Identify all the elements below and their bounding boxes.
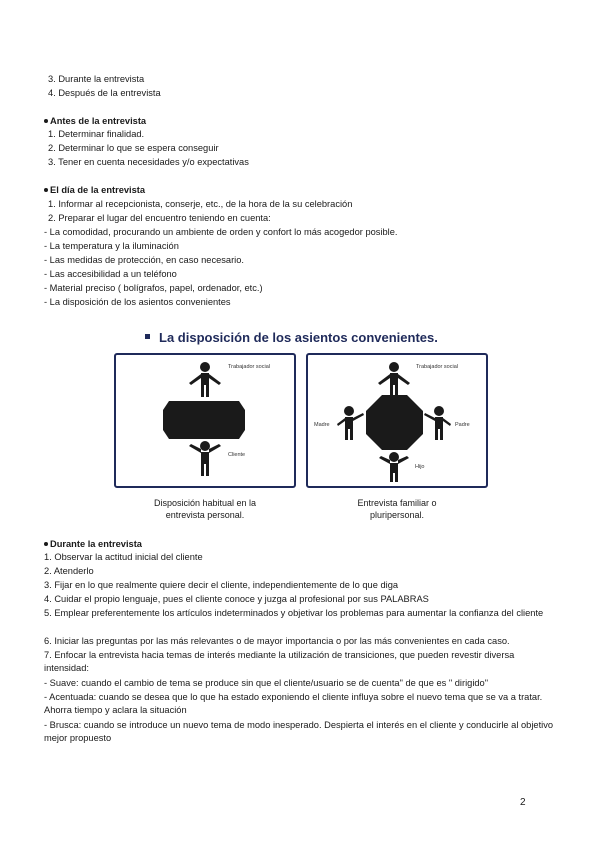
page-number: 2 [520,797,526,808]
label-madre: Madre [314,422,330,428]
list-item: 3. Tener en cuenta necesidades y/o expectativas [48,157,249,167]
section-heading-durante: Durante la entrevista [44,538,142,551]
panel-familiar [307,354,487,520]
title-bullet-icon [145,334,150,339]
section-heading-antes: Antes de la entrevista [44,115,146,128]
list-item: 3. Fijar en lo que realmente quiere decir el cliente, independientemente de lo que diga [44,580,399,590]
label-trabajador: Trabajador social [228,364,270,370]
label-trabajador: Trabajador social [416,364,458,370]
list-item: - Las medidas de protección, en caso necesario. [44,255,244,265]
list-item: 5. Emplear preferentemente los artículos indeterminados y objetivar los problemas para aumentar la confianza del cliente [44,608,544,618]
list-item: - La disposición de los asientos convenientes [44,297,231,307]
list-item: 2. Determinar lo que se espera conseguir [48,143,219,153]
list-item: - Las accesibilidad a un teléfono [44,269,177,279]
figure-title: La disposición de los asientos convenientes. [159,330,438,345]
caption-line: Entrevista familiar o [357,498,437,508]
seating-figure [109,318,494,530]
list-item: 1. Determinar finalidad. [48,129,145,139]
panel-personal [115,354,295,520]
list-item: 4. Cuidar el propio lenguaje, pues el cliente conoce y juzga al profesional por sus PALABRAS [44,594,429,604]
section-heading-dia: El día de la entrevista [44,184,145,197]
seating-diagram [109,318,494,530]
label-hijo: Hijo [415,464,425,470]
list-item: 2. Atenderlo [44,566,94,576]
list-item: - La temperatura y la iluminación [44,241,179,251]
bullet-icon [44,188,48,192]
list-item: 3. Durante la entrevista [48,74,145,84]
list-item: - La comodidad, procurando un ambiente de orden y confort lo más acogedor posible. [44,227,398,237]
bullet-icon [44,542,48,546]
caption-line: pluripersonal. [369,510,425,520]
octagonal-table [366,395,423,450]
list-item: - Brusca: cuando se introduce un nuevo tema de modo inesperado. Despierta el interés en el cliente y conducirle al objetivo mejor propuesto [44,720,554,743]
list-item: - Material preciso ( bolígrafos, papel, ordenador, etc.) [44,283,263,293]
label-padre: Padre [455,422,470,428]
list-item: 6. Iniciar las preguntas por las más relevantes o de mayor importancia o por las más convenientes en cada caso. [44,636,510,646]
list-item: 1. Observar la actitud inicial del cliente [44,552,203,562]
list-item: 7. Enfocar la entrevista hacia temas de interés mediante la utilización de transiciones, que pueden revestir diversa intensidad: [44,650,515,673]
rectangular-table [163,401,245,439]
label-cliente: Cliente [228,452,246,458]
list-item: - Suave: cuando el cambio de tema se produce sin que el cliente/usuario se de cuenta" de que es " dirigido" [44,678,489,688]
bullet-icon [44,119,48,123]
caption-line: Disposición habitual en la [153,498,257,508]
list-item: 2. Preparar el lugar del encuentro teniendo en cuenta: [48,213,271,223]
list-item: - Acentuada: cuando se desea que lo que ha estado exponiendo el cliente influya sobre el nuevo tema que se va a tratar. Ahorra tiempo y aclara la situación [44,692,543,715]
list-item: 1. Informar al recepcionista, conserje, etc., de la hora de la su celebración [48,199,353,209]
list-item: 4. Después de la entrevista [48,88,161,98]
caption-line: entrevista personal. [165,510,245,520]
